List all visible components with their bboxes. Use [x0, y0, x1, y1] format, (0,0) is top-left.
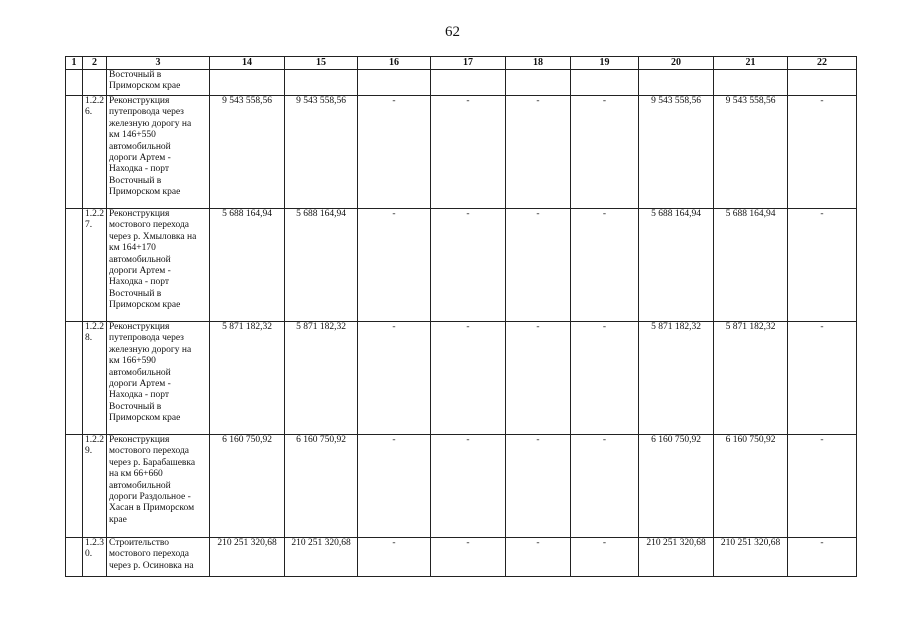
row-name-cell: Строительство мостового перехода через р. Осиновка на	[107, 538, 210, 577]
row-index-cell	[66, 70, 83, 96]
cell-col-19: -	[571, 322, 639, 435]
table-row	[66, 96, 857, 209]
cell-col-20: 6 160 750,92	[639, 435, 714, 538]
data-table	[65, 56, 857, 577]
cell-col-22: -	[788, 435, 857, 538]
row-code-cell: 1.2.2 6.	[83, 96, 107, 209]
row-index-cell	[66, 435, 83, 538]
cell-col-19: -	[571, 209, 639, 322]
cell-col-16: -	[358, 435, 431, 538]
table-row	[66, 435, 857, 538]
cell-col-16: -	[358, 96, 431, 209]
cell-col-15: 6 160 750,92	[285, 435, 358, 538]
cell-col-18: -	[506, 209, 571, 322]
row-name-cell: Реконструкция мостового перехода через р. Барабашевка на км 66+660 автомобильной дороги Раздольное - Хасан в Приморском крае	[107, 435, 210, 538]
cell-col-21: 6 160 750,92	[714, 435, 788, 538]
cell-col-21: 210 251 320,68	[714, 538, 788, 577]
cell-col-18: -	[506, 435, 571, 538]
cell-col-21: 9 543 558,56	[714, 96, 788, 209]
cell-col-20: 5 871 182,32	[639, 322, 714, 435]
page-number: 62	[445, 24, 460, 40]
header-col-19: 19	[571, 57, 639, 70]
table-row	[66, 538, 857, 577]
header-col-2: 2	[83, 57, 107, 70]
cell-col-17: -	[431, 435, 506, 538]
cell-col-19: -	[571, 538, 639, 577]
cell-col-14: 5 688 164,94	[210, 209, 285, 322]
cell-col-19	[571, 70, 639, 96]
row-code-cell: 1.2.2 7.	[83, 209, 107, 322]
cell-col-18	[506, 70, 571, 96]
cell-col-20: 5 688 164,94	[639, 209, 714, 322]
cell-col-15: 5 688 164,94	[285, 209, 358, 322]
cell-col-16: -	[358, 209, 431, 322]
row-code-cell	[83, 70, 107, 96]
header-col-22: 22	[788, 57, 857, 70]
table-row	[66, 322, 857, 435]
cell-col-22	[788, 70, 857, 96]
row-name-cell: Восточный в Приморском крае	[107, 70, 210, 96]
header-col-3: 3	[107, 57, 210, 70]
cell-col-15: 210 251 320,68	[285, 538, 358, 577]
header-col-14: 14	[210, 57, 285, 70]
cell-col-20: 9 543 558,56	[639, 96, 714, 209]
cell-col-14: 9 543 558,56	[210, 96, 285, 209]
cell-col-14: 6 160 750,92	[210, 435, 285, 538]
header-col-21: 21	[714, 57, 788, 70]
cell-col-21: 5 871 182,32	[714, 322, 788, 435]
header-col-16: 16	[358, 57, 431, 70]
cell-col-15: 5 871 182,32	[285, 322, 358, 435]
cell-col-17: -	[431, 209, 506, 322]
cell-col-14: 5 871 182,32	[210, 322, 285, 435]
table-row	[66, 70, 857, 96]
cell-col-17: -	[431, 538, 506, 577]
cell-col-18: -	[506, 322, 571, 435]
row-code-cell: 1.2.2 8.	[83, 322, 107, 435]
row-code-cell: 1.2.2 9.	[83, 435, 107, 538]
cell-col-18: -	[506, 538, 571, 577]
cell-col-14	[210, 70, 285, 96]
row-name-cell: Реконструкция путепровода через железную дорогу на км 166+590 автомобильной дороги Артем - Находка - порт Восточный в Приморском крае	[107, 322, 210, 435]
row-index-cell	[66, 96, 83, 209]
cell-col-14: 210 251 320,68	[210, 538, 285, 577]
cell-col-19: -	[571, 435, 639, 538]
cell-col-15: 9 543 558,56	[285, 96, 358, 209]
header-col-17: 17	[431, 57, 506, 70]
header-col-18: 18	[506, 57, 571, 70]
cell-col-16: -	[358, 322, 431, 435]
cell-col-21: 5 688 164,94	[714, 209, 788, 322]
cell-col-17: -	[431, 96, 506, 209]
cell-col-15	[285, 70, 358, 96]
cell-col-17: -	[431, 322, 506, 435]
cell-col-18: -	[506, 96, 571, 209]
header-col-15: 15	[285, 57, 358, 70]
header-row	[66, 57, 857, 70]
cell-col-22: -	[788, 538, 857, 577]
table-row	[66, 209, 857, 322]
cell-col-20	[639, 70, 714, 96]
row-name-cell: Реконструкция мостового перехода через р. Хмыловка на км 164+170 автомобильной дороги Артем - Находка - порт Восточный в Приморском крае	[107, 209, 210, 322]
cell-col-16: -	[358, 538, 431, 577]
cell-col-20: 210 251 320,68	[639, 538, 714, 577]
row-index-cell	[66, 322, 83, 435]
cell-col-21	[714, 70, 788, 96]
row-index-cell	[66, 538, 83, 577]
row-index-cell	[66, 209, 83, 322]
cell-col-22: -	[788, 322, 857, 435]
row-name-cell: Реконструкция путепровода через железную дорогу на км 146+550 автомобильной дороги Артем - Находка - порт Восточный в Приморском крае	[107, 96, 210, 209]
cell-col-16	[358, 70, 431, 96]
header-col-1: 1	[66, 57, 83, 70]
row-code-cell: 1.2.3 0.	[83, 538, 107, 577]
cell-col-22: -	[788, 96, 857, 209]
cell-col-22: -	[788, 209, 857, 322]
header-col-20: 20	[639, 57, 714, 70]
cell-col-19: -	[571, 96, 639, 209]
cell-col-17	[431, 70, 506, 96]
